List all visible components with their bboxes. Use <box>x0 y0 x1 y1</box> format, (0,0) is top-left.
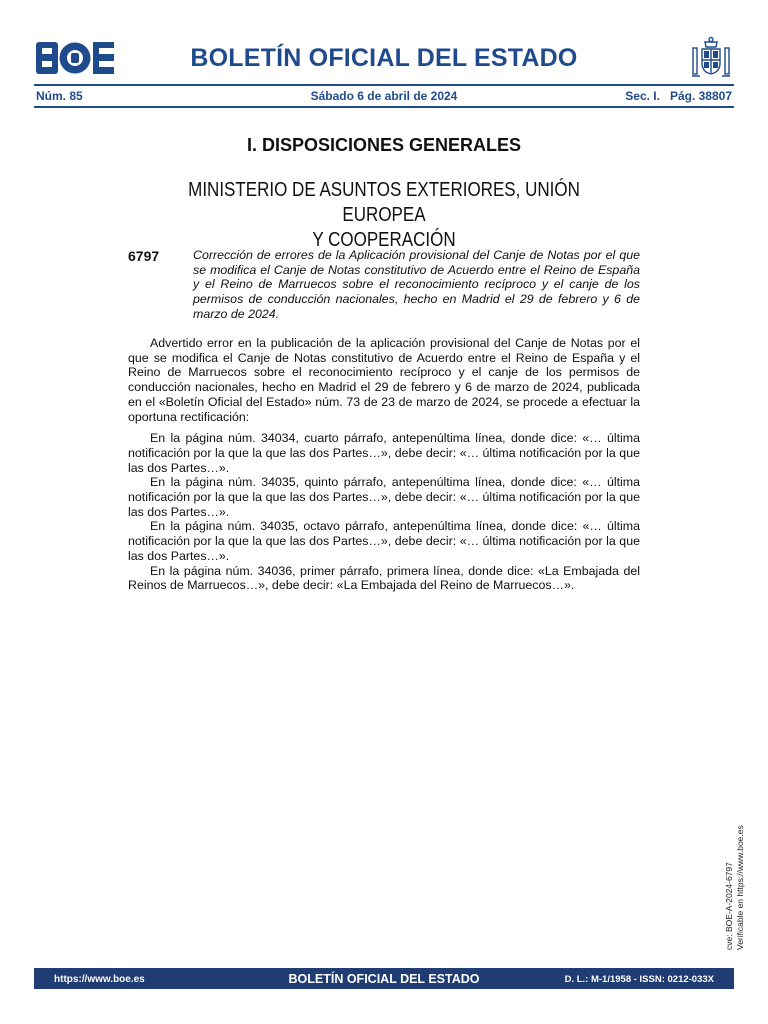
header-rule <box>34 84 734 86</box>
intro-paragraph: Advertido error en la publicación de la aplicación provisional del Canje de Notas por el que se modifica el Canje de Notas constitutivo de Acuerdo entre el Reino de España y el Reino de Marruecos sobre el reconocimiento recíproco y el canje de los permisos de conducción nacionales, hecho en Madrid el 29 de febrero y 6 de marzo de 2024, publicada en el «Boletín Oficial del Estado» núm. 73 de 23 de marzo de 2024, se procede a efectuar la oportuna rectificación: <box>128 336 640 424</box>
ministry-line-2: Y COOPERACIÓN <box>312 229 456 251</box>
issue-number: Núm. 85 <box>36 89 83 103</box>
footer-legal: D. L.: M-1/1958 - ISSN: 0212-033X <box>564 974 714 985</box>
ministry-line-1: MINISTERIO DE ASUNTOS EXTERIORES, UNIÓN EUROPEA <box>188 179 580 226</box>
correction-paragraph: En la página núm. 34034, cuarto párrafo, antepenúltima línea, donde dice: «… última notificación por la que la que las dos Partes…», debe decir: «… última notificación por la que las dos Partes…». <box>128 431 640 475</box>
issue-date: Sábado 6 de abril de 2024 <box>310 89 458 103</box>
footer-title: BOLETÍN OFICIAL DEL ESTADO <box>288 972 480 986</box>
meta-rule <box>34 106 734 108</box>
correction-paragraph: En la página núm. 34035, octavo párrafo, antepenúltima línea, donde dice: «… última notificación por la que la que las dos Partes…», debe decir: «… última notificación por la que las dos Partes…». <box>128 519 640 563</box>
section-page: Sec. I. Pág. 38807 <box>625 89 732 103</box>
footer-url-link[interactable]: https://www.boe.es <box>54 974 145 985</box>
section-title: I. DISPOSICIONES GENERALES <box>246 135 522 155</box>
disposition-number: 6797 <box>128 248 160 264</box>
correction-paragraph: En la página núm. 34036, primer párrafo, primera línea, donde dice: «La Embajada del Reinos de Marruecos…», debe decir: «La Embajada del Reino de Marruecos…». <box>128 563 640 593</box>
verification-link[interactable]: Verificable en https://www.boe.es <box>734 825 745 950</box>
footer-bar <box>34 968 734 989</box>
correction-paragraph: En la página núm. 34035, quinto párrafo, antepenúltima línea, donde dice: «… última notificación por la que la que las dos Partes…», debe decir: «… última notificación por la que las dos Partes…». <box>128 475 640 519</box>
cve-code: cve: BOE-A-2024-6797 <box>724 862 734 950</box>
header-meta <box>36 89 732 103</box>
ministry-heading <box>166 178 601 253</box>
coat-of-arms-icon <box>690 36 732 80</box>
verification-note <box>724 800 745 950</box>
disposition-title: Corrección de errores de la Aplicación provisional del Canje de Notas por el que se modifica el Canje de Notas constitutivo de Acuerdo entre el Reino de España y el Reino de Marruecos sobre el reconocimiento recíproco y el canje de los permisos de conducción nacionales, hecho en Madrid el 29 de febrero y 6 de marzo de 2024. <box>193 248 640 321</box>
body-text <box>128 336 640 593</box>
boe-logo <box>36 42 114 74</box>
header-title: BOLETÍN OFICIAL DEL ESTADO <box>190 44 578 72</box>
